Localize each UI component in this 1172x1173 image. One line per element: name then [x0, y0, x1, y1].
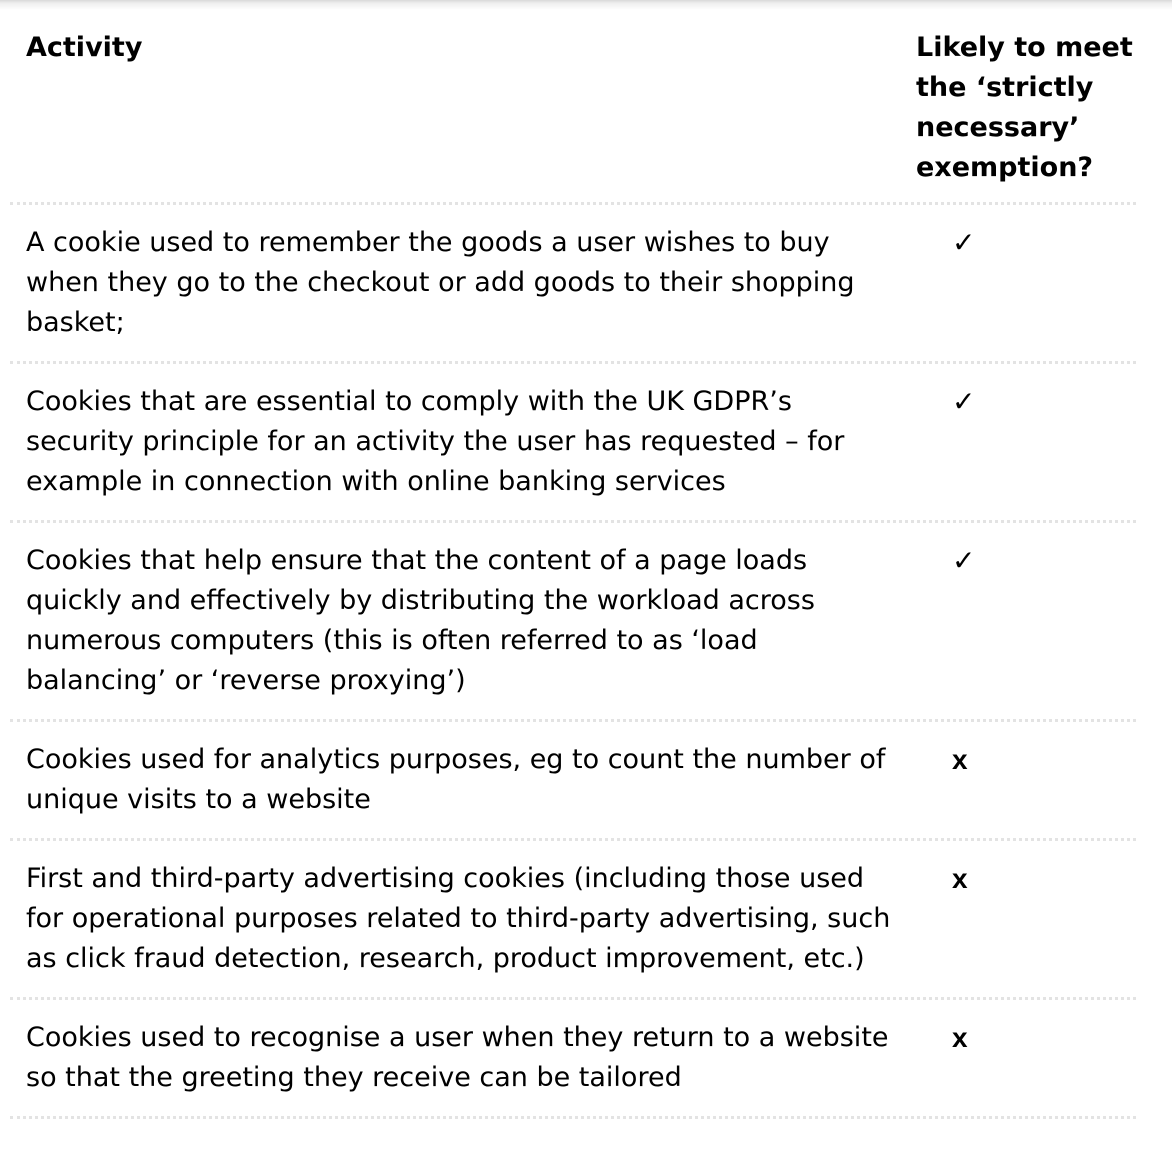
table-row: [10, 841, 1136, 1000]
activity-cell: Cookies used to recognise a user when they return to a website so that the greeting they receive can be tailored: [26, 1022, 889, 1093]
exemption-cell: [900, 382, 1136, 502]
cross-icon: x: [952, 863, 968, 894]
checkmark-icon: ✓: [952, 544, 976, 577]
activity-column-header: Activity: [26, 32, 143, 63]
activity-cell: Cookies used for analytics purposes, eg to count the number of unique visits to a website: [26, 744, 886, 815]
cross-icon: x: [952, 744, 968, 775]
table-row: [10, 722, 1136, 841]
exemption-cell: [900, 1018, 1136, 1098]
table-row: [10, 205, 1136, 364]
exemption-cell: [900, 859, 1136, 979]
checkmark-icon: ✓: [952, 385, 976, 418]
activity-cell: First and third-party advertising cookies (including those used for operational purposes related to third-party advertising, such as click fraud detection, research, product improvement, etc.): [26, 863, 891, 974]
exemption-cell: [900, 740, 1136, 820]
checkmark-icon: ✓: [952, 226, 976, 259]
table-header-row: [10, 20, 1136, 205]
table-row: [10, 523, 1136, 722]
table-row: [10, 1000, 1136, 1119]
top-shadow-divider: [0, 0, 1172, 10]
table-row: [10, 364, 1136, 523]
exemption-cell: [900, 223, 1136, 343]
exemption-cell: [900, 541, 1136, 701]
exemption-column-header: Likely to meet the ‘strictly necessary’ exemption?: [916, 32, 1133, 183]
activity-cell: Cookies that help ensure that the content of a page loads quickly and effectively by distributing the workload across numerous computers (this is often referred to as ‘load balancing’ or ‘reverse proxying’): [26, 545, 815, 696]
activity-cell: Cookies that are essential to comply with the UK GDPR’s security principle for an activity the user has requested – for example in connection with online banking services: [26, 386, 845, 497]
cross-icon: x: [952, 1022, 968, 1053]
activity-cell: A cookie used to remember the goods a user wishes to buy when they go to the checkout or add goods to their shopping basket;: [26, 227, 855, 338]
exemption-table: [10, 20, 1136, 1119]
